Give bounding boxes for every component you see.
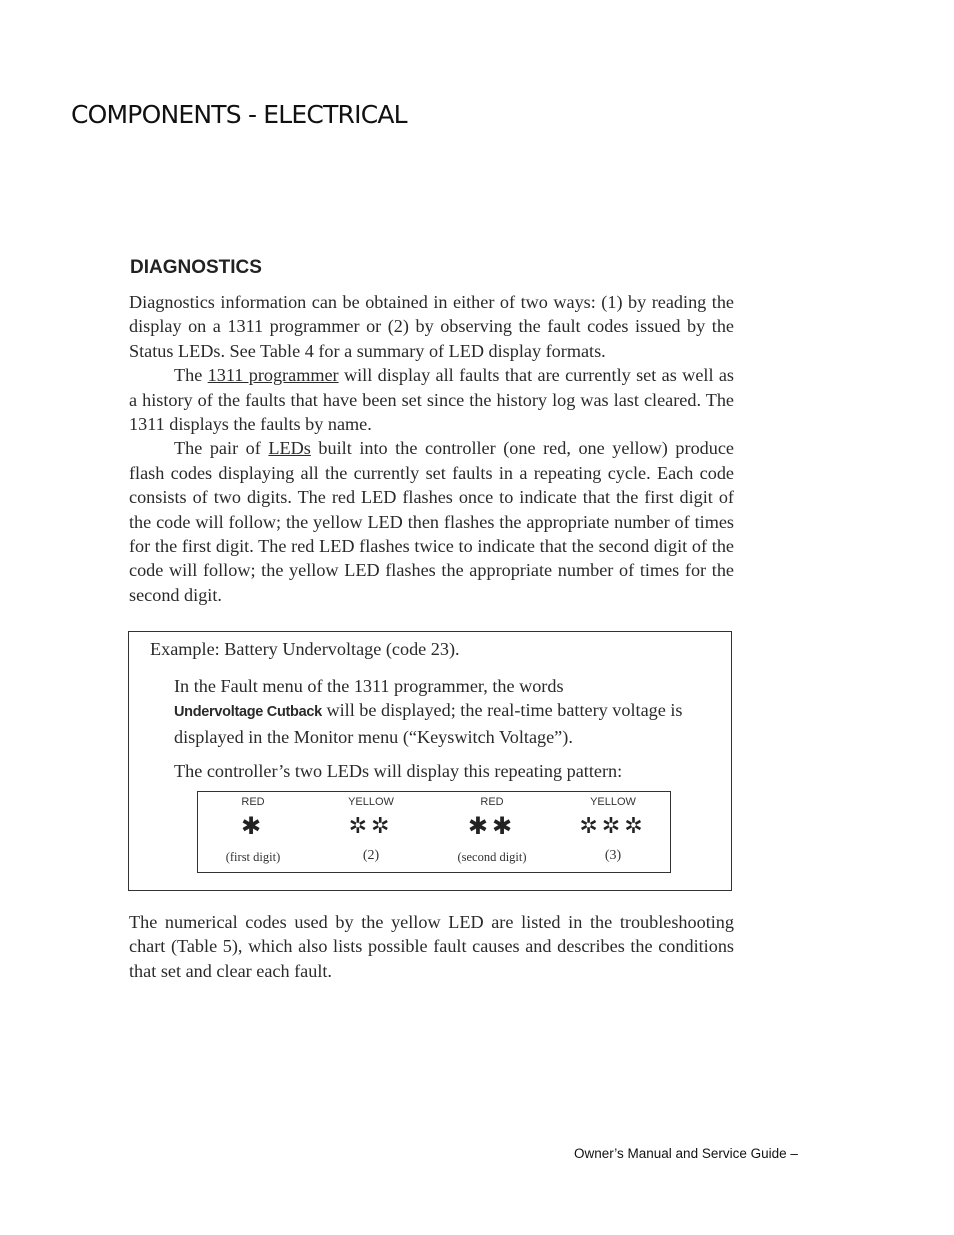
paragraph-text: The (174, 365, 208, 386)
example-text-part: In the Fault menu of the 1311 programmer, the words (174, 676, 564, 696)
led-pattern-table (197, 791, 671, 873)
example-pattern-text: The controller’s two LEDs will display this repeating pattern: (174, 761, 623, 781)
led-flash-stars: ✲✲ (348, 814, 394, 839)
paragraph-intro: Diagnostics information can be obtained in either of two ways: (1) by reading the display on a 1311 programmer or (2) by observing the fault codes issued by the Status LEDs. See Table 4 for a summary of LED display formats. (129, 292, 734, 361)
example-fault-menu-text (174, 674, 704, 749)
paragraph-closing: The numerical codes used by the yellow LED are listed in the troubleshooting chart (Table 5), which also lists possible fault causes and describes the conditions that set and clear each fault. (129, 912, 734, 981)
led-caption: (first digit) (225, 850, 281, 864)
paragraph-leds (129, 436, 734, 607)
led-label: YELLOW (348, 796, 394, 808)
example-pattern-intro (174, 759, 704, 783)
led-caption: (3) (604, 848, 622, 863)
section-heading: DIAGNOSTICS (130, 257, 262, 278)
paragraph-text: The pair of (174, 438, 269, 459)
paragraph-text: built into the controller (one red, one yellow) produce flash codes displaying all the currently set faults in a repeating cycle. Each code consists of two digits. The red LED flashes once to indicate that the first digit of the code will follow; the yellow LED then flashes the appropriate number of times for the first digit. The red LED flashes twice to indicate that the second digit of the code will follow; the yellow LED flashes the appropriate number of times for the second digit. (129, 438, 734, 605)
led-flash-stars: ✱✱ (467, 812, 517, 840)
paragraph-text: will display all faults that are currently set as well as a history of the faults that have been set since the history log was last cleared. The 1311 displays the faults by name. (129, 365, 735, 435)
paragraph-programmer (129, 363, 734, 436)
closing-body (129, 910, 734, 983)
led-caption: (second digit) (457, 850, 527, 864)
led-column-yellow-1 (316, 792, 426, 872)
example-title: Example: Battery Undervoltage (code 23). (150, 639, 460, 659)
fault-name: Undervoltage Cutback (174, 704, 322, 721)
page-footer: Owner’s Manual and Service Guide – (574, 1146, 798, 1161)
led-column-red-2 (437, 792, 547, 872)
example-text (174, 674, 704, 749)
leds-link[interactable]: LEDs (268, 438, 311, 459)
page-title: COMPONENTS - ELECTRICAL (71, 100, 407, 129)
led-flash-stars: ✱ (240, 812, 266, 840)
led-flash-stars: ✲✲✲ (579, 814, 647, 839)
led-column-red-1 (198, 792, 308, 872)
example-text-part: will be displayed; the real-time battery voltage is displayed in the Monitor menu (“Keyswitch Voltage”). (174, 700, 683, 747)
led-label: RED (480, 796, 504, 808)
led-column-yellow-2 (558, 792, 668, 872)
programmer-link[interactable]: 1311 programmer (207, 365, 339, 386)
diagnostics-body (129, 290, 734, 607)
led-label: RED (241, 796, 265, 808)
example-box (128, 631, 732, 891)
led-caption: (2) (362, 848, 380, 863)
led-label: YELLOW (590, 796, 636, 808)
